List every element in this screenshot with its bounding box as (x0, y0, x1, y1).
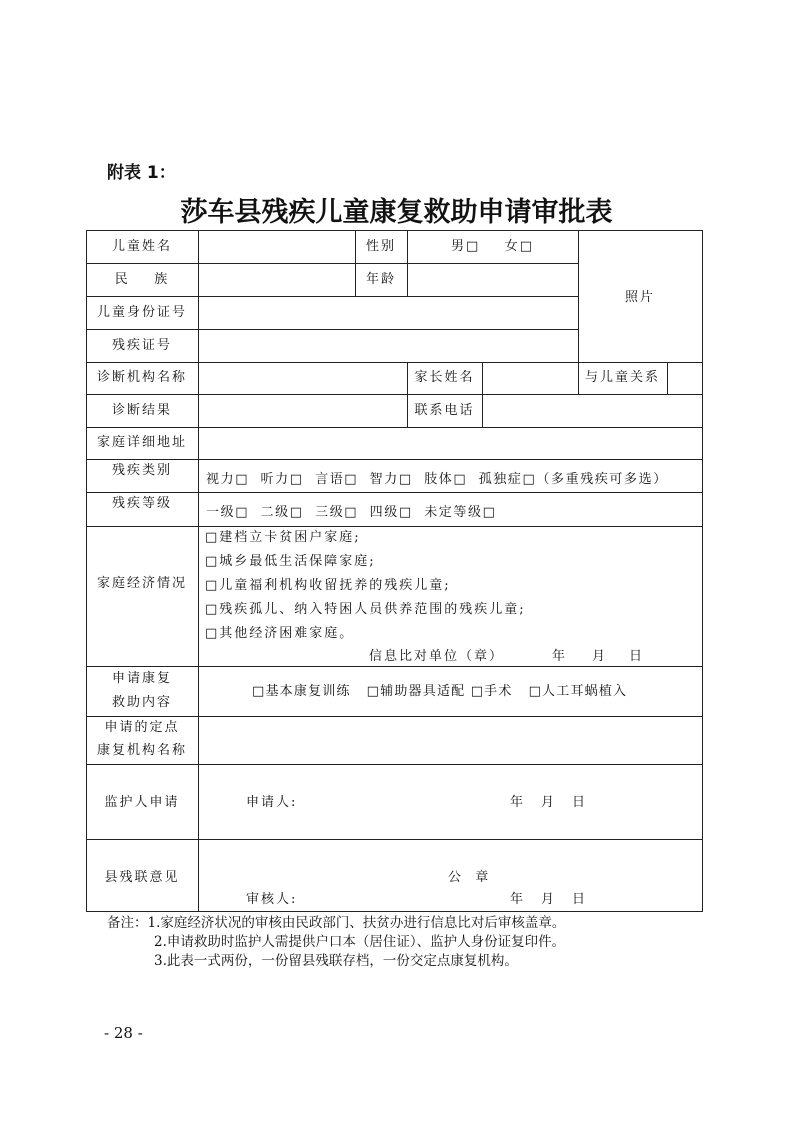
applicant-signature-field[interactable] (300, 790, 480, 814)
address-field[interactable] (199, 428, 702, 459)
ethnicity-label: 民 族 (114, 272, 170, 287)
content-label-line1: 申请康复 (111, 671, 172, 686)
seal-label: 公 章 (448, 870, 491, 885)
table-border-bottom (86, 911, 703, 912)
economy-label: 家庭经济情况 (96, 576, 187, 591)
form-title: 莎车县残疾儿童康复救助申请审批表 (180, 197, 613, 228)
economy-option[interactable]: □残疾孤儿、纳入特困人员供养范围的残疾儿童; (205, 602, 526, 617)
institution-label-line2: 康复机构名称 (96, 743, 187, 758)
relation-field[interactable] (668, 363, 702, 394)
institution-field[interactable] (199, 717, 702, 764)
guardian-year: 年 (510, 795, 526, 810)
diagnosis-result-label: 诊断结果 (111, 403, 172, 418)
row-divider (86, 459, 703, 460)
photo-label: 照片 (624, 290, 655, 305)
table-border-right (702, 230, 703, 912)
reviewer-label: 审核人: (246, 892, 298, 907)
appendix-label: 附表 1： (107, 163, 176, 183)
age-label: 年龄 (365, 272, 396, 287)
disability-type-checkboxes[interactable]: 视力□ 听力□ 言语□ 智力□ 肢体□ 孤独症□（多重残疾可多选） (206, 472, 668, 487)
county-label: 县残联意见 (104, 870, 180, 885)
guardian-month: 月 (541, 795, 557, 810)
age-field[interactable] (408, 264, 578, 296)
disability-type-label: 残疾类别 (111, 463, 172, 478)
economy-month: 月 (592, 649, 608, 664)
guardian-day: 日 (572, 795, 588, 810)
disability-level-checkboxes[interactable]: 一级□ 二级□ 三级□ 四级□ 未定等级□ (206, 505, 497, 520)
ethnicity-field[interactable] (199, 264, 355, 296)
notes (107, 914, 565, 971)
table-border-top (86, 230, 703, 231)
diagnosis-org-field[interactable] (199, 363, 407, 394)
note-item: 2.申请救助时监护人需提供户口本（居住证）、监护人身份证复印件。 (154, 934, 566, 950)
child-id-field[interactable] (199, 297, 578, 329)
disability-cert-label: 残疾证号 (111, 338, 172, 353)
economy-option[interactable]: □儿童福利机构收留抚养的残疾儿童; (205, 578, 451, 593)
county-year: 年 (510, 892, 526, 907)
note-item: 3.此表一式两份，一份留县残联存档，一份交定点康复机构。 (154, 953, 518, 969)
relation-label: 与儿童关系 (584, 370, 660, 385)
disability-cert-field[interactable] (199, 330, 578, 362)
row-divider (86, 526, 703, 527)
county-month: 月 (541, 892, 557, 907)
address-label: 家庭详细地址 (96, 435, 187, 450)
row-divider (86, 666, 703, 667)
economy-year: 年 (552, 649, 568, 664)
row-divider (86, 492, 703, 493)
county-day: 日 (572, 892, 588, 907)
child-name-label: 儿童姓名 (111, 239, 172, 254)
content-checkboxes[interactable]: □基本康复训练 □辅助器具适配 □手术 □人工耳蜗植入 (252, 684, 628, 699)
economy-option[interactable]: □建档立卡贫困户家庭; (205, 530, 361, 545)
child-name-field[interactable] (199, 231, 355, 263)
applicant-label: 申请人: (246, 795, 298, 810)
parent-name-label: 家长姓名 (414, 370, 475, 385)
note-item: 备注：1.家庭经济状况的审核由民政部门、扶贫办进行信息比对后审核盖章。 (107, 915, 566, 931)
economy-sign-label: 信息比对单位（章） (369, 649, 505, 664)
row-divider (86, 839, 703, 840)
guardian-label: 监护人申请 (104, 795, 180, 810)
phone-field[interactable] (483, 395, 702, 427)
content-label-line2: 救助内容 (111, 695, 172, 710)
row-divider (86, 764, 703, 765)
disability-level-label: 残疾等级 (111, 496, 172, 511)
gender-label: 性别 (365, 239, 396, 254)
gender-checkboxes[interactable]: 男□ 女□ (450, 239, 535, 254)
child-id-label: 儿童身份证号 (96, 305, 187, 320)
parent-name-field[interactable] (483, 363, 578, 394)
phone-label: 联系电话 (414, 403, 475, 418)
economy-option[interactable]: □城乡最低生活保障家庭; (205, 554, 376, 569)
economy-day: 日 (629, 649, 645, 664)
diagnosis-org-label: 诊断机构名称 (96, 370, 187, 385)
diagnosis-result-field[interactable] (199, 395, 407, 427)
page-number: - 28 - (104, 1024, 143, 1042)
economy-option[interactable]: □其他经济困难家庭。 (205, 626, 355, 641)
institution-label-line1: 申请的定点 (104, 720, 180, 735)
